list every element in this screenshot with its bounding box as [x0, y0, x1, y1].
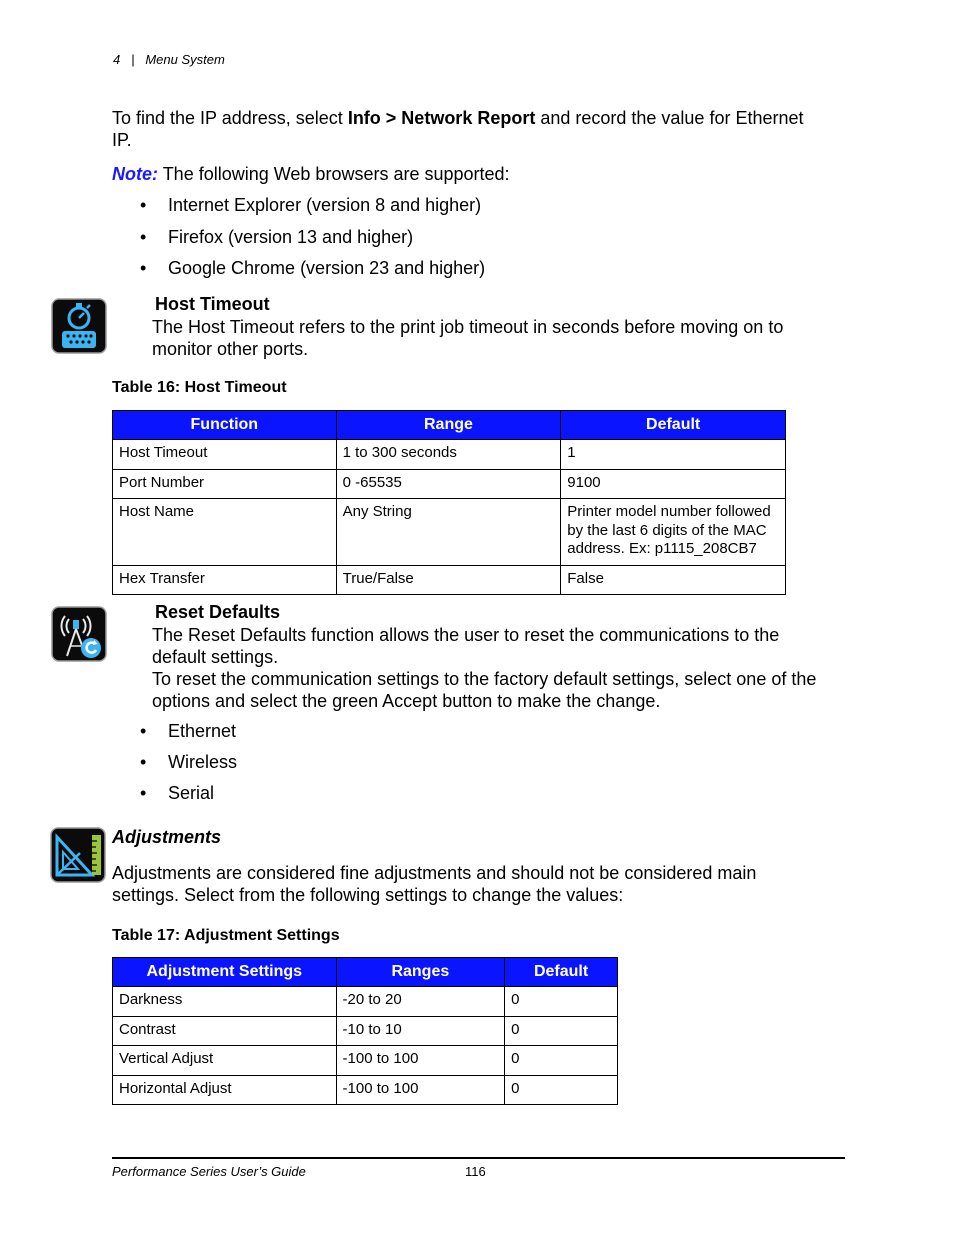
- reset-defaults-description: [152, 624, 816, 712]
- host-timeout-description: [152, 316, 783, 360]
- table-cell: 0 -65535: [336, 469, 561, 499]
- note-text: The following Web browsers are supported:: [162, 164, 510, 184]
- table-row: [113, 440, 786, 470]
- table-header-row: [113, 411, 786, 440]
- table-cell: 0: [505, 1016, 618, 1046]
- column-header: Function: [113, 411, 337, 440]
- table-cell: [561, 499, 786, 566]
- bullet-icon: •: [140, 227, 147, 247]
- ruler-triangle-icon: [50, 827, 106, 883]
- footer-title: Performance Series User’s Guide: [112, 1164, 306, 1179]
- table-cell: Darkness: [113, 987, 337, 1017]
- list-item: [140, 226, 640, 248]
- stopwatch-icon: [51, 298, 107, 354]
- note-label: Note:: [112, 164, 158, 184]
- adjustments-title: Adjustments: [112, 827, 222, 847]
- column-header: Ranges: [336, 958, 505, 987]
- header-chapter: 4: [113, 52, 121, 67]
- table-cell: Hex Transfer: [113, 565, 337, 595]
- table-cell: 0: [505, 1075, 618, 1105]
- reset-defaults-line: The Reset Defaults function allows the user to reset the communications to the: [152, 625, 780, 645]
- table-row: [113, 1075, 618, 1105]
- table-cell: 0: [505, 1046, 618, 1076]
- table-cell: 9100: [561, 469, 786, 499]
- table-row: [113, 987, 618, 1017]
- table-cell: Contrast: [113, 1016, 337, 1046]
- cell-line: by the last 6 digits of the MAC: [567, 521, 767, 539]
- host-timeout-desc-line: The Host Timeout refers to the print job timeout in seconds before moving on to: [152, 317, 784, 337]
- list-item: [140, 257, 640, 279]
- reset-option-item: Wireless: [168, 752, 238, 772]
- column-header: Range: [336, 411, 561, 440]
- reset-defaults-line: options and select the green Accept button to make the change.: [152, 691, 661, 711]
- table-cell: Port Number: [113, 469, 337, 499]
- page-number: 116: [465, 1164, 486, 1179]
- table-cell: -10 to 10: [336, 1016, 505, 1046]
- table-16-caption: Table 16: Host Timeout: [112, 379, 287, 396]
- table-cell: 1 to 300 seconds: [336, 440, 561, 470]
- table-cell: -20 to 20: [336, 987, 505, 1017]
- table-cell: True/False: [336, 565, 561, 595]
- column-header: Default: [561, 411, 786, 440]
- table-cell: False: [561, 565, 786, 595]
- host-timeout-desc-line: monitor other ports.: [152, 339, 309, 359]
- table-row: [113, 499, 786, 566]
- intro-paragraph: [112, 107, 852, 151]
- bullet-icon: •: [140, 258, 147, 278]
- table-cell: Host Name: [113, 499, 337, 566]
- intro-suffix: and record the value for Ethernet: [535, 108, 804, 128]
- table-cell: Any String: [336, 499, 561, 566]
- adjustments-line: Adjustments are considered fine adjustments and should not be considered main: [112, 863, 757, 883]
- bullet-icon: •: [140, 752, 147, 772]
- reset-defaults-title: Reset Defaults: [155, 602, 281, 622]
- header-section: Menu System: [145, 52, 225, 67]
- table-row: [113, 1016, 618, 1046]
- table-cell: Horizontal Adjust: [113, 1075, 337, 1105]
- cell-line: address. Ex: p1115_208CB7: [567, 540, 757, 557]
- note-line: [112, 163, 510, 185]
- browser-item: Firefox (version 13 and higher): [168, 227, 414, 247]
- adjustments-line: settings. Select from the following settings to change the values:: [112, 885, 624, 905]
- host-timeout-table: [112, 410, 786, 595]
- reset-defaults-line: To reset the communication settings to the factory default settings, select one of the: [152, 669, 817, 689]
- bullet-icon: •: [140, 721, 147, 741]
- table-header-row: [113, 958, 618, 987]
- bullet-icon: •: [140, 195, 147, 215]
- table-cell: 1: [561, 440, 786, 470]
- column-header: Default: [505, 958, 618, 987]
- table-cell: Host Timeout: [113, 440, 337, 470]
- table-row: [113, 565, 786, 595]
- cell-line: Printer model number followed: [567, 503, 771, 520]
- host-timeout-title: Host Timeout: [155, 294, 270, 314]
- header-separator: |: [131, 52, 135, 67]
- wireless-reset-icon: [51, 606, 107, 662]
- table-cell: -100 to 100: [336, 1046, 505, 1076]
- adjustment-settings-table: [112, 957, 618, 1105]
- list-item: [140, 194, 640, 216]
- table-cell: -100 to 100: [336, 1075, 505, 1105]
- list-item: [140, 782, 440, 804]
- table-cell: 0: [505, 987, 618, 1017]
- table-cell: Vertical Adjust: [113, 1046, 337, 1076]
- intro-suffix-line2: IP.: [112, 130, 132, 150]
- table-17-caption: Table 17: Adjustment Settings: [112, 927, 340, 944]
- browser-item: Google Chrome (version 23 and higher): [168, 258, 486, 278]
- list-item: [140, 720, 440, 742]
- intro-menu-path: Info > Network Report: [347, 108, 536, 128]
- column-header: Adjustment Settings: [113, 958, 337, 987]
- table-row: [113, 1046, 618, 1076]
- reset-option-item: Ethernet: [168, 721, 237, 741]
- running-header: [113, 52, 225, 67]
- bullet-icon: •: [140, 783, 147, 803]
- footer-divider: [112, 1157, 845, 1159]
- reset-defaults-line: default settings.: [152, 647, 279, 667]
- adjustments-description: [112, 862, 756, 906]
- reset-option-item: Serial: [168, 783, 215, 803]
- browser-item: Internet Explorer (version 8 and higher): [168, 195, 482, 215]
- list-item: [140, 751, 440, 773]
- table-row: [113, 469, 786, 499]
- intro-prefix: To find the IP address, select: [112, 108, 348, 128]
